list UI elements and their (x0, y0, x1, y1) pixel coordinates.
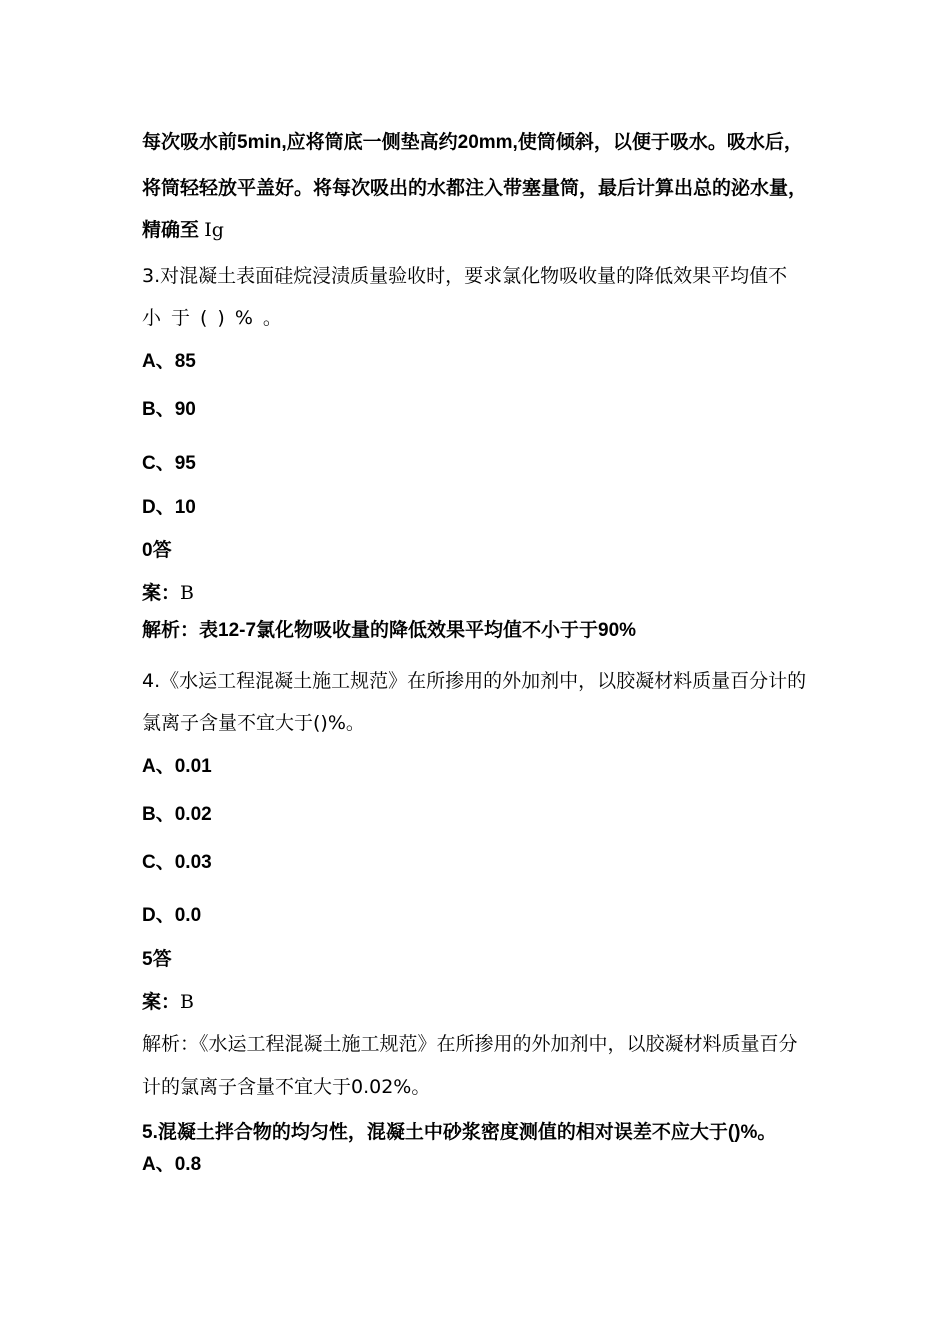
q3-answer-label: 案： (142, 583, 181, 604)
q3-option-c: C、95 (142, 453, 196, 474)
q3-answer (142, 581, 194, 606)
q4-answer-value: B (180, 991, 194, 1013)
q4-option-a: A、0.01 (142, 756, 212, 777)
q4-answer-fragment: 5答 (142, 949, 172, 970)
q4-answer (142, 990, 194, 1015)
precision-label: 精确至 (142, 220, 205, 241)
question-3-line-2: 小于()%。 (142, 307, 292, 329)
q3-answer-value: B (180, 582, 194, 604)
q3-option-d: D、10 (142, 497, 196, 518)
question-3-line-1: 3.对混凝土表面硅烷浸渍质量验收时，要求氯化物吸收量的降低效果平均值不 (142, 265, 788, 287)
q4-option-c: C、0.03 (142, 852, 212, 873)
q4-option-d: D、0.0 (142, 905, 202, 926)
q3-answer-fragment: 0答 (142, 540, 172, 561)
precision-value: Ig (204, 219, 224, 241)
question-4-line-1: 4.《水运工程混凝土施工规范》在所掺用的外加剂中，以胶凝材料质量百分计的 (142, 670, 807, 692)
q5-option-a: A、0.8 (142, 1154, 202, 1175)
q3-option-a: A、85 (142, 351, 196, 372)
q4-analysis-line-1: 解析：《水运工程混凝土施工规范》在所掺用的外加剂中，以胶凝材料质量百分 (142, 1033, 798, 1055)
question-5: 5.混凝土拌合物的均匀性，混凝土中砂浆密度测值的相对误差不应大于()%。 (142, 1122, 777, 1143)
q3-analysis: 解析：表12-7氯化物吸收量的降低效果平均值不小于于90% (142, 620, 637, 641)
q4-option-b: B、0.02 (142, 804, 212, 825)
text-line-2: 将筒轻轻放平盖好。将每次吸出的水都注入带塞量筒，最后计算出总的泌水量， (142, 178, 808, 199)
q4-answer-label: 案： (142, 992, 181, 1013)
text-line-1: 每次吸水前5min,应将筒底一侧垫高约20mm,使筒倾斜，以便于吸水。吸水后， (142, 132, 803, 153)
q4-analysis-line-2: 计的氯离子含量不宜大于0.02%。 (142, 1076, 431, 1098)
q3-option-b: B、90 (142, 399, 196, 420)
text-line-3 (142, 218, 224, 243)
question-4-line-2: 氯离子含量不宜大于()%。 (142, 712, 365, 734)
